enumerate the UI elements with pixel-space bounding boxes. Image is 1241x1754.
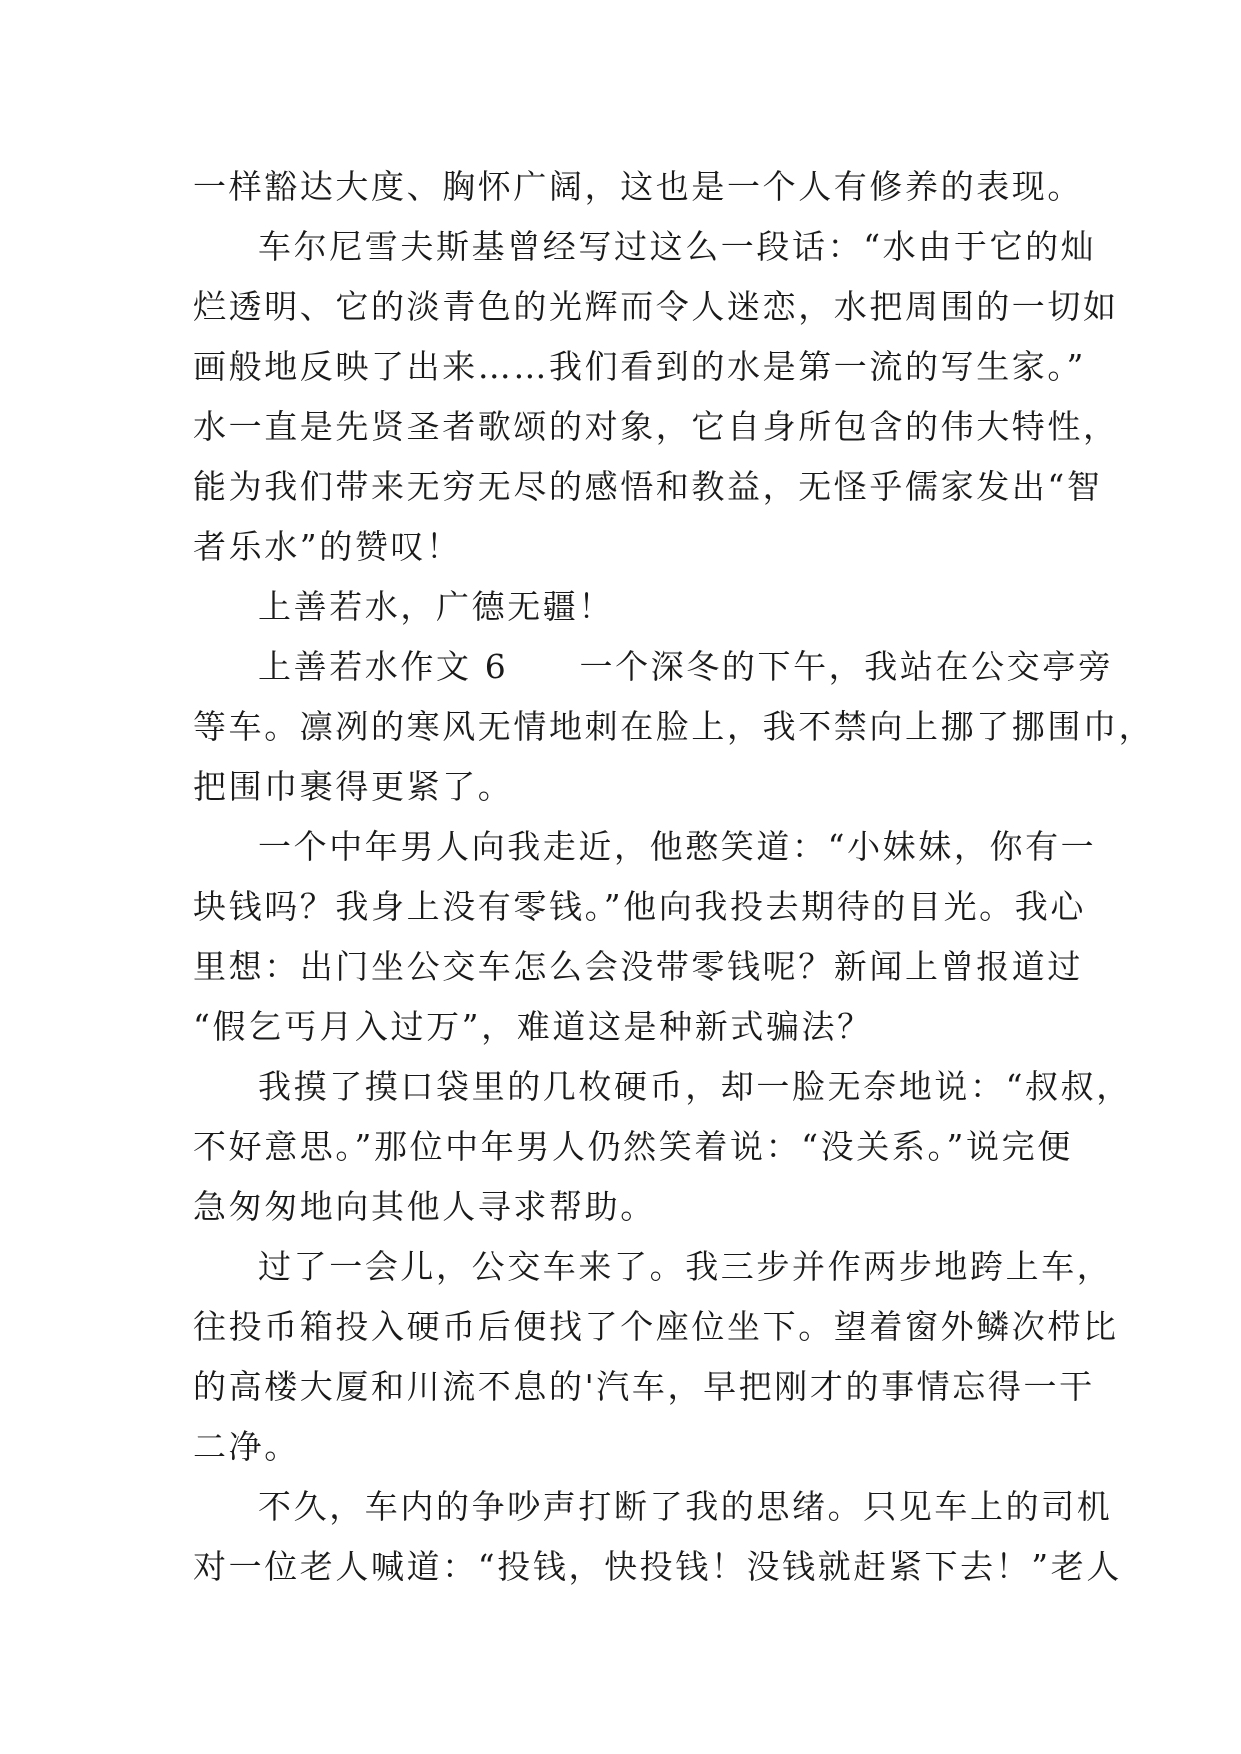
text-line: 一样豁达大度、胸怀广阔，这也是一个人有修养的表现。 [193, 167, 1083, 206]
text-line: 不久，车内的争吵声打断了我的思绪。只见车上的司机 [258, 1487, 1113, 1526]
text-line: 烂透明、它的淡青色的光辉而令人迷恋，水把周围的一切如 [193, 287, 1119, 326]
text-line: 一个中年男人向我走近，他憨笑道：“小妹妹，你有一 [258, 827, 1097, 866]
text-line: 能为我们带来无穷无尽的感悟和教益，无怪乎儒家发出“智 [193, 467, 1103, 506]
text-line: 块钱吗？我身上没有零钱。”他向我投去期待的目光。我心 [193, 887, 1086, 926]
text-line: 把围巾裹得更紧了。 [193, 767, 514, 806]
text-line: 等车。凛冽的寒风无情地刺在脸上，我不禁向上挪了挪围巾， [193, 707, 1155, 746]
text-line: 里想：出门坐公交车怎么会没带零钱呢？新闻上曾报道过 [193, 947, 1083, 986]
text-line: 急匆匆地向其他人寻求帮助。 [193, 1187, 656, 1226]
document-page [193, 157, 1155, 1597]
text-line: 过了一会儿，公交车来了。我三步并作两步地跨上车， [258, 1247, 1113, 1286]
text-line: 水一直是先贤圣者歌颂的对象，它自身所包含的伟大特性， [193, 407, 1119, 446]
text-line: 对一位老人喊道：“投钱，快投钱！没钱就赶紧下去！”老人 [193, 1547, 1122, 1586]
text-line: 的高楼大厦和川流不息的'汽车，早把刚才的事情忘得一干 [193, 1367, 1095, 1406]
text-line: “假乞丐月入过万”，难道这是种新式骗法？ [193, 1007, 873, 1046]
text-line: 不好意思。”那位中年男人仍然笑着说：“没关系。”说完便 [193, 1127, 1073, 1166]
text-line: 上善若水作文 6 一个深冬的下午，我站在公交亭旁 [258, 647, 1114, 686]
text-line: 车尔尼雪夫斯基曾经写过这么一段话：“水由于它的灿 [258, 227, 1097, 266]
text-line: 我摸了摸口袋里的几枚硬币，却一脸无奈地说：“叔叔， [258, 1067, 1132, 1106]
text-line: 上善若水，广德无疆！ [258, 587, 614, 626]
text-line: 往投币箱投入硬币后便找了个座位坐下。望着窗外鳞次栉比 [193, 1307, 1119, 1346]
text-line: 二净。 [193, 1427, 300, 1466]
text-line: 者乐水”的赞叹！ [193, 527, 462, 566]
text-line: 画般地反映了出来……我们看到的水是第一流的写生家。” [193, 347, 1086, 386]
